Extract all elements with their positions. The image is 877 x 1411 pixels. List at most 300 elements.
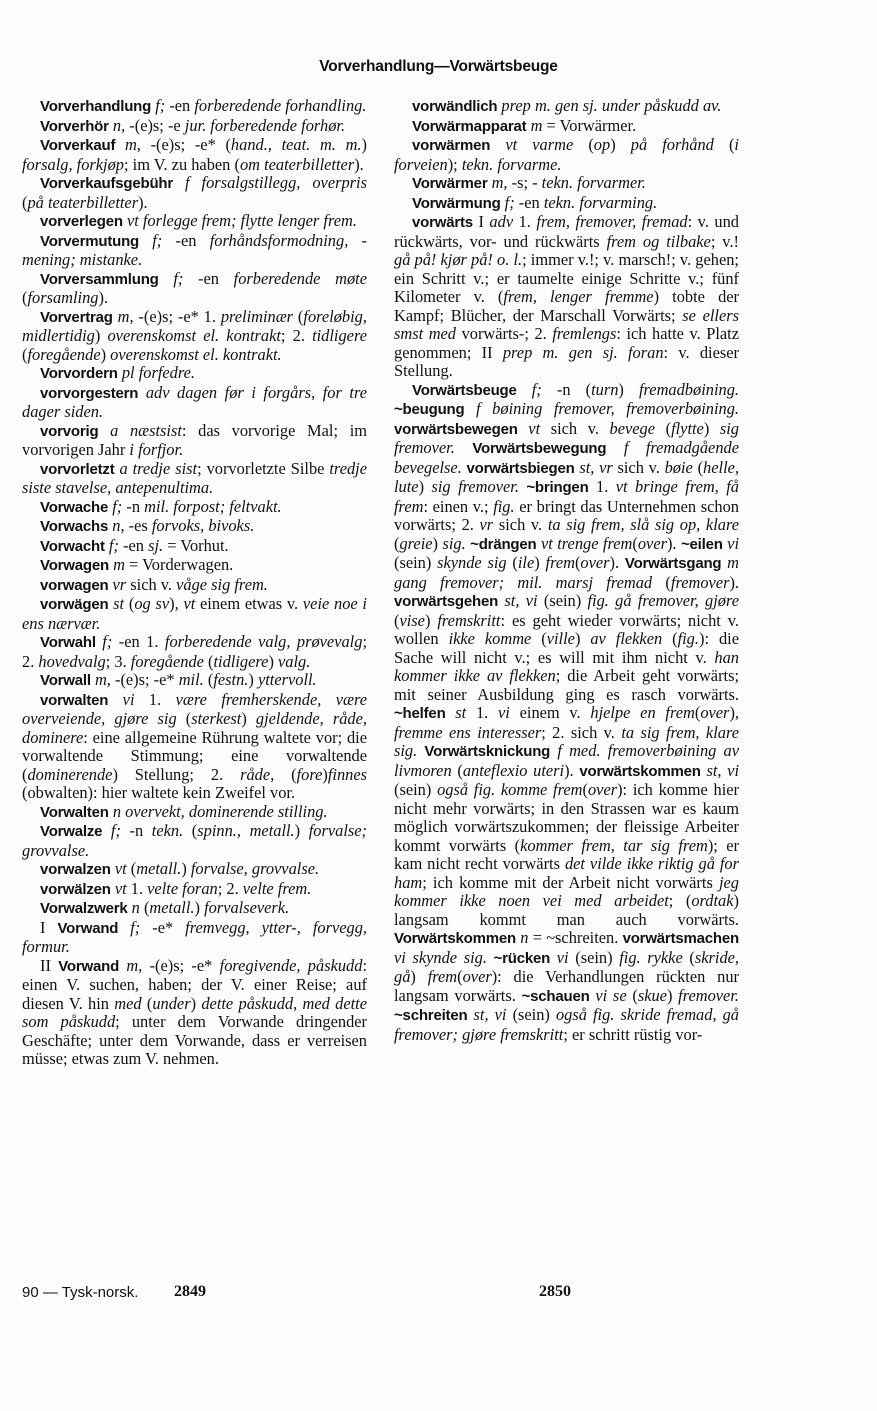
headword: Vorwand — [58, 957, 120, 975]
headword: Vorwärtsbewegung — [472, 440, 607, 457]
plain-text: ( — [394, 533, 400, 553]
italic-text: f fremadgående bevegelse. — [394, 438, 739, 477]
plain-text: = Vorwärmer. — [546, 115, 637, 135]
headword: Vorvertrag — [40, 308, 113, 326]
dictionary-entry — [22, 422, 367, 460]
headword: vorwärtsmachen — [622, 930, 739, 947]
plain-text: ). — [729, 572, 740, 592]
plain-text: ; immer v.!; v. marsch!; v. gehen; ein Schritt v.; er taumelte einige Schritte v.; fünf Kilometer v. ( — [394, 250, 739, 306]
headword: Vorvermutung — [40, 232, 139, 250]
dictionary-entry — [22, 671, 367, 691]
plain-text: ) — [100, 344, 111, 364]
italic-text: skue — [637, 985, 667, 1005]
italic-text: forsamling — [27, 288, 99, 307]
italic-text: forhåndsformodning, -mening; mistanke. — [22, 230, 367, 269]
plain-text: : einen V. suchen, haben; der V. einer Reise; auf diesen V. hin — [22, 955, 367, 1013]
italic-text: forberedende valg, prøvevalg — [164, 632, 363, 651]
dictionary-entry — [394, 136, 739, 174]
italic-text: ile — [517, 553, 535, 572]
headword: Vorwand — [57, 919, 119, 937]
headword: Vorwalten — [40, 803, 109, 821]
plain-text: I — [472, 212, 490, 231]
italic-text: vt bringe frem, få frem — [394, 477, 740, 516]
page-number-left: 2849 — [174, 1283, 206, 1300]
italic-text: om teaterbilletter — [239, 154, 355, 174]
plain-text: ); er kam nicht recht vorwärts — [394, 835, 739, 873]
headword: Vorwall — [40, 672, 91, 689]
italic-text: bevege — [609, 418, 656, 438]
italic-text: vt — [517, 418, 551, 438]
italic-text: st — [108, 594, 129, 613]
headword: vorwalzen — [40, 861, 111, 878]
plain-text: ) langsam kommt man auch vorwärts. — [394, 891, 739, 929]
dictionary-entry — [22, 232, 367, 270]
plain-text: : eine allgemeine Rührung waltete vor; die vorwaltende Stimmung; eine vorwaltende ( — [22, 727, 367, 784]
plain-text: ( — [22, 192, 28, 212]
headword: Vorwärmer — [412, 175, 488, 192]
italic-text: fig. — [677, 629, 699, 648]
plain-text: ; 3. — [105, 651, 131, 671]
headword: Vorwachs — [40, 518, 109, 535]
italic-text: fremlengs — [552, 324, 617, 343]
italic-text: også fig. komme frem — [437, 780, 583, 799]
italic-text: f; — [95, 632, 119, 651]
headword: Vorverkauf — [40, 137, 116, 154]
italic-text: turn — [591, 379, 619, 399]
dictionary-entry — [22, 691, 367, 803]
plain-text: (sein) — [394, 780, 438, 799]
plain-text: ) — [248, 670, 258, 689]
headword: ~bringen — [526, 479, 589, 496]
plain-text: ; 2. — [217, 878, 243, 898]
italic-text: råde, — [240, 764, 275, 784]
dictionary-entry — [22, 364, 367, 384]
italic-text: prep m. gen sj. foran — [502, 342, 664, 362]
page-header: Vorverhandlung—Vorwärtsbeuge — [319, 58, 558, 75]
plain-text: -en — [123, 535, 149, 555]
headword: vorwalten — [40, 691, 109, 709]
plain-text: ( — [662, 629, 678, 648]
plain-text: sich v. — [550, 418, 610, 438]
dictionary-entry — [22, 460, 367, 498]
italic-text: i forfjor. — [129, 440, 184, 459]
italic-text: f; — [118, 917, 153, 937]
italic-text: op — [593, 135, 611, 154]
italic-text: frem, fremover, fremad — [536, 212, 688, 231]
italic-text: prep m. gen sj. under påskudd av. — [497, 96, 722, 115]
italic-text: vise — [399, 610, 425, 630]
italic-text: fremover. — [678, 985, 739, 1005]
dictionary-entry — [22, 136, 367, 174]
italic-text: gå på! kjør på! o. l. — [394, 250, 523, 269]
italic-text: i forveien — [394, 135, 739, 174]
plain-text: -(e)s; -e* ( — [150, 135, 231, 154]
dictionary-entry — [22, 97, 367, 117]
headword: vorwärts — [412, 214, 473, 231]
plain-text: ): die Sache will nicht v.; es will mit ihm nicht v. — [394, 629, 739, 667]
dictionary-entry — [22, 174, 367, 212]
headword: Vorwalzwerk — [40, 900, 128, 917]
italic-text: ordtak — [691, 891, 734, 910]
plain-text: ; unter dem Vorwande dringender Geschäfte; unter dem Vorwande, dass er verreisen müsse; etwas zum V. nehmen. — [22, 1012, 367, 1068]
italic-text: frem og tilbake — [606, 231, 711, 251]
plain-text: ); — [447, 154, 462, 174]
italic-text: gjeldende, råde, dominere — [22, 709, 367, 747]
italic-text: st, vi — [467, 1005, 513, 1024]
headword: ~rücken — [493, 949, 551, 967]
plain-text: ( — [394, 610, 400, 630]
headword: vorwärtskommen — [579, 762, 701, 780]
plain-text: -en — [169, 96, 195, 115]
italic-text: mil. — [178, 670, 204, 689]
plain-text: I — [40, 917, 58, 937]
plain-text: ). — [354, 154, 364, 174]
headword: vorwärtsgehen — [394, 593, 499, 610]
italic-text: adv — [489, 212, 519, 231]
italic-text: n, — [108, 115, 130, 135]
headword: vorwägen — [40, 596, 109, 613]
italic-text: n — [127, 898, 144, 917]
italic-text: f; — [500, 192, 519, 212]
plain-text: ( — [655, 418, 672, 438]
plain-text: ; 2. sich v. — [541, 722, 622, 742]
headword: Vorwacht — [40, 537, 105, 555]
plain-text: -en — [198, 268, 234, 288]
dictionary-entry — [22, 537, 367, 557]
plain-text: sich v. — [130, 574, 177, 594]
dictionary-entry — [394, 213, 739, 381]
plain-text: (obwalten): hier waltete kein Zweifel vor. — [22, 783, 296, 802]
italic-text: jeg kommer ikke noen vei med arbeidet — [394, 872, 739, 910]
headword: Vorverhör — [40, 117, 109, 135]
italic-text: st, vi — [700, 760, 740, 780]
dictionary-entry — [394, 117, 739, 137]
italic-text: ta sig frem, slå sig op, klare — [547, 515, 739, 534]
italic-text: tredje siste stavelse, antepenultima. — [22, 458, 367, 497]
italic-text: st — [445, 703, 476, 722]
italic-text: bøie — [664, 457, 693, 477]
plain-text: ; die Arbeit geht vorwärts; mit seiner Ausbildung ging es rasch vorwärts. — [394, 666, 740, 704]
italic-text: tekn. forvarme. — [461, 154, 562, 174]
left-column — [22, 97, 367, 1069]
headword: vorvorig — [40, 422, 99, 440]
italic-text: a tredje sist — [114, 458, 198, 478]
italic-text: f; — [139, 230, 176, 250]
italic-text: sj. — [148, 535, 164, 555]
plain-text: ( — [22, 344, 28, 364]
headword: vorwändlich — [412, 98, 498, 115]
plain-text: 1. — [475, 703, 499, 722]
italic-text: vi se — [589, 985, 627, 1005]
italic-text: m — [108, 555, 130, 574]
headword: ~schauen — [521, 987, 590, 1005]
plain-text: 1. — [588, 477, 616, 496]
italic-text: st, vi — [498, 591, 544, 610]
headword: Vorvordern — [40, 365, 118, 382]
plain-text: ( — [293, 306, 304, 326]
italic-text: tidligere — [312, 326, 367, 345]
plain-text: ). — [564, 760, 580, 780]
dictionary-entry — [22, 308, 367, 365]
italic-text: forvoks, bivoks. — [151, 516, 255, 535]
plain-text: : v. und rückwärts, vor- und rückwärts — [394, 212, 740, 251]
italic-text: ta sig frem, klare sig. — [394, 722, 739, 760]
italic-text: over — [637, 533, 667, 553]
italic-text: f; — [102, 821, 130, 840]
italic-text: han kommer ikke av flekken — [394, 647, 739, 685]
italic-text: vt trenge frem — [536, 533, 633, 553]
italic-text: over — [462, 967, 492, 986]
italic-text: sig fremover. — [394, 418, 740, 457]
plain-text: ( — [457, 967, 463, 986]
italic-text: på teaterbilletter — [27, 192, 139, 212]
plain-text: ( — [506, 553, 518, 572]
italic-text: vt — [110, 859, 131, 878]
italic-text: våge sig frem. — [176, 574, 268, 594]
plain-text: -en 1. — [118, 632, 165, 651]
plain-text: : ich hatte v. Platz genommen; II — [394, 324, 740, 362]
dictionary-entry — [394, 381, 739, 1045]
italic-text: vt — [110, 878, 131, 898]
italic-text: velte foran — [147, 878, 218, 898]
plain-text: ; 2. — [22, 632, 367, 671]
plain-text: ( — [682, 947, 695, 967]
plain-text: -n — [126, 496, 145, 516]
italic-text: sterkest — [191, 709, 242, 728]
dictionary-entry — [394, 97, 739, 117]
plain-text: ; er schritt rüstig vor- — [563, 1024, 703, 1044]
plain-text: ; 2. — [280, 326, 313, 345]
italic-text: n overvekt, dominerende stilling. — [108, 801, 328, 821]
plain-text: : es geht wieder vorwärts; nicht v. wollen — [394, 610, 739, 648]
plain-text: ; ich komme mit der Arbeit nicht vorwärts — [422, 872, 719, 892]
italic-text: n — [515, 928, 533, 947]
dictionary-entry — [22, 576, 367, 596]
italic-text: overenskomst el. kontrakt. — [110, 344, 282, 364]
plain-text: ) — [666, 985, 679, 1005]
plain-text: ) — [94, 326, 108, 345]
dictionary-entry — [394, 194, 739, 214]
italic-text: yttervoll. — [257, 670, 317, 689]
italic-text: m gang fremover; mil. marsj fremad — [394, 553, 740, 592]
italic-text: foregivende, påskudd — [219, 955, 363, 975]
plain-text: ). — [609, 553, 625, 572]
italic-text: over — [700, 703, 730, 722]
plain-text: ( — [176, 709, 192, 728]
plain-text: -n ( — [556, 379, 592, 399]
plain-text: ( — [274, 764, 297, 784]
plain-text: er bringt das Unternehmen schon vorwärts; 2. — [394, 496, 739, 534]
plain-text: ( — [632, 533, 638, 553]
headword: Vorwache — [40, 498, 109, 516]
italic-text: tekn. — [151, 821, 184, 840]
dictionary-entry — [22, 633, 367, 671]
italic-text: forvalse; grovvalse. — [22, 821, 367, 860]
italic-text: forberedende møte — [233, 268, 367, 288]
italic-text: vt forlegge frem; flytte lenger frem. — [122, 211, 357, 230]
italic-text: f; — [516, 379, 557, 399]
plain-text: ) — [181, 859, 191, 878]
italic-text: vr — [479, 515, 499, 534]
plain-text: : das vorvorige Mal; im vorvorigen Jahr — [22, 420, 367, 459]
plain-text: = Vorderwagen. — [129, 555, 234, 574]
italic-text: forvalseverk. — [204, 898, 290, 917]
plain-text: ) — [610, 135, 631, 154]
plain-text: ( — [531, 629, 547, 648]
plain-text: ) — [410, 967, 428, 986]
plain-text: 1. — [148, 689, 176, 709]
italic-text: fore — [296, 764, 323, 784]
plain-text: -s; - — [511, 173, 542, 192]
italic-text: skride, gå — [394, 947, 740, 986]
italic-text: metall. — [136, 859, 182, 878]
italic-text: kommer frem, tar sig frem — [520, 835, 708, 855]
dictionary-entry — [22, 880, 367, 900]
plain-text: ) — [534, 553, 546, 572]
italic-text: mil. forpost; feltvakt. — [144, 496, 282, 516]
italic-text: f forsalgstillegg, overpris — [173, 173, 367, 192]
dictionary-entry — [22, 270, 367, 308]
plain-text: ( — [692, 457, 704, 477]
headword: Vorwärtsbeuge — [412, 381, 517, 399]
italic-text: pl forfedre. — [117, 363, 195, 382]
plain-text: ), — [169, 594, 184, 613]
dictionary-entry — [22, 556, 367, 576]
plain-text: -(e)s; -e* — [114, 670, 179, 689]
plain-text: ( — [143, 898, 150, 917]
plain-text: ) — [361, 135, 367, 154]
italic-text: preliminær — [220, 306, 294, 326]
italic-text: av flekken — [590, 629, 663, 648]
italic-text: finnes — [327, 764, 367, 784]
dictionary-entry — [394, 174, 739, 194]
italic-text: også fig. skride fremad, gå fremover; gjøre fremskritt — [394, 1005, 740, 1044]
plain-text: sich v. — [498, 515, 548, 534]
italic-text: se ellers smst med — [394, 305, 739, 343]
plain-text: vorwärts-; 2. — [461, 324, 553, 343]
italic-text: f; — [104, 535, 124, 555]
dictionary-entry — [22, 860, 367, 880]
dictionary-entry — [22, 899, 367, 919]
italic-text: fig. — [493, 496, 515, 516]
italic-text: tekn. forvarming. — [543, 192, 658, 212]
italic-text: helle, lute — [394, 457, 739, 496]
italic-text: skynde sig — [437, 553, 507, 572]
dictionary-entry — [22, 595, 367, 633]
italic-text: og sv — [134, 594, 170, 613]
plain-text: ) — [322, 764, 328, 784]
plain-text: sich v. — [617, 457, 665, 477]
plain-text: ) — [424, 610, 438, 630]
headword: vorwärtsbewegen — [394, 420, 518, 438]
italic-text: valg. — [278, 651, 311, 671]
italic-text: f med. fremoverbøining av livmoren — [394, 741, 739, 780]
headword: ~helfen — [394, 705, 446, 722]
plain-text: (sein) — [512, 1005, 556, 1024]
headword: Vorwärtsknickung — [424, 743, 551, 760]
headword: vorwagen — [40, 576, 109, 594]
plain-text: ) — [574, 629, 591, 648]
italic-text: fremskritt — [437, 610, 501, 630]
plain-text: ( — [713, 135, 735, 154]
italic-text: over — [580, 553, 610, 572]
plain-text: ) — [294, 821, 309, 840]
plain-text: ). — [98, 288, 109, 307]
right-column — [394, 97, 739, 1044]
italic-text: overenskomst el. kontrakt — [107, 326, 281, 345]
italic-text: fremadbøining. — [638, 379, 739, 399]
italic-text: under — [152, 993, 191, 1013]
italic-text: m, — [487, 173, 512, 192]
headword: Vorwahl — [40, 634, 96, 651]
plain-text: -en — [518, 192, 544, 212]
plain-text: 1. — [130, 878, 148, 898]
dictionary-entry — [22, 803, 367, 823]
plain-text: ). — [138, 192, 148, 212]
dictionary-entry — [22, 212, 367, 232]
headword: Vorwalze — [40, 823, 103, 840]
headword: vorwärmen — [412, 137, 491, 154]
plain-text: -n — [129, 821, 152, 840]
headword: Vorwärmung — [412, 194, 501, 212]
plain-text: = Vorhut. — [163, 535, 229, 555]
italic-text: vt — [183, 594, 201, 613]
plain-text: ) — [194, 898, 205, 917]
signature-mark: 90 — Tysk-norsk. — [22, 1284, 139, 1301]
italic-text: vi — [722, 533, 740, 553]
plain-text: ) — [418, 477, 432, 496]
headword: Vorversammlung — [40, 270, 159, 288]
headword: vorwärtsbiegen — [466, 459, 575, 477]
italic-text: m, — [112, 306, 139, 326]
dictionary-entry — [22, 919, 367, 957]
italic-text: ville — [546, 629, 575, 648]
italic-text: velte frem. — [242, 878, 312, 898]
page-number-right: 2850 — [539, 1283, 571, 1300]
italic-text: m — [526, 115, 547, 135]
italic-text: frem — [427, 967, 458, 986]
plain-text: ) — [190, 993, 202, 1013]
italic-text: flytte — [671, 418, 704, 438]
italic-text: tidligere — [213, 651, 269, 671]
plain-text: ) — [241, 709, 256, 728]
headword: Vorwärmapparat — [412, 117, 527, 135]
plain-text: -en — [175, 230, 210, 250]
plain-text: ( — [451, 760, 463, 780]
italic-text: st, vr — [574, 457, 618, 477]
italic-text: a næstsist — [98, 420, 182, 440]
italic-text: vi — [498, 703, 520, 722]
plain-text: ( — [22, 288, 28, 307]
italic-text: fremover — [670, 572, 730, 592]
italic-text: med — [114, 993, 142, 1013]
headword: ~eilen — [680, 535, 723, 553]
plain-text: ). — [666, 533, 681, 553]
italic-text: ikke komme — [448, 629, 532, 648]
plain-text: ( — [626, 985, 638, 1005]
italic-text: jur. forberedende forhør. — [184, 115, 346, 135]
italic-text: det vilde ikke riktig gå for ham — [394, 854, 739, 892]
italic-text: f; — [108, 496, 127, 516]
italic-text: dette påskudd, med dette som påskudd — [22, 993, 367, 1031]
italic-text: m, — [115, 135, 151, 154]
plain-text: ( — [141, 993, 153, 1013]
italic-text: fig. rykke — [619, 947, 683, 967]
plain-text: (sein) — [394, 553, 438, 572]
italic-text: anteflexio uteri — [462, 760, 565, 780]
dictionary-entry — [22, 117, 367, 137]
italic-text: greie — [399, 533, 433, 553]
